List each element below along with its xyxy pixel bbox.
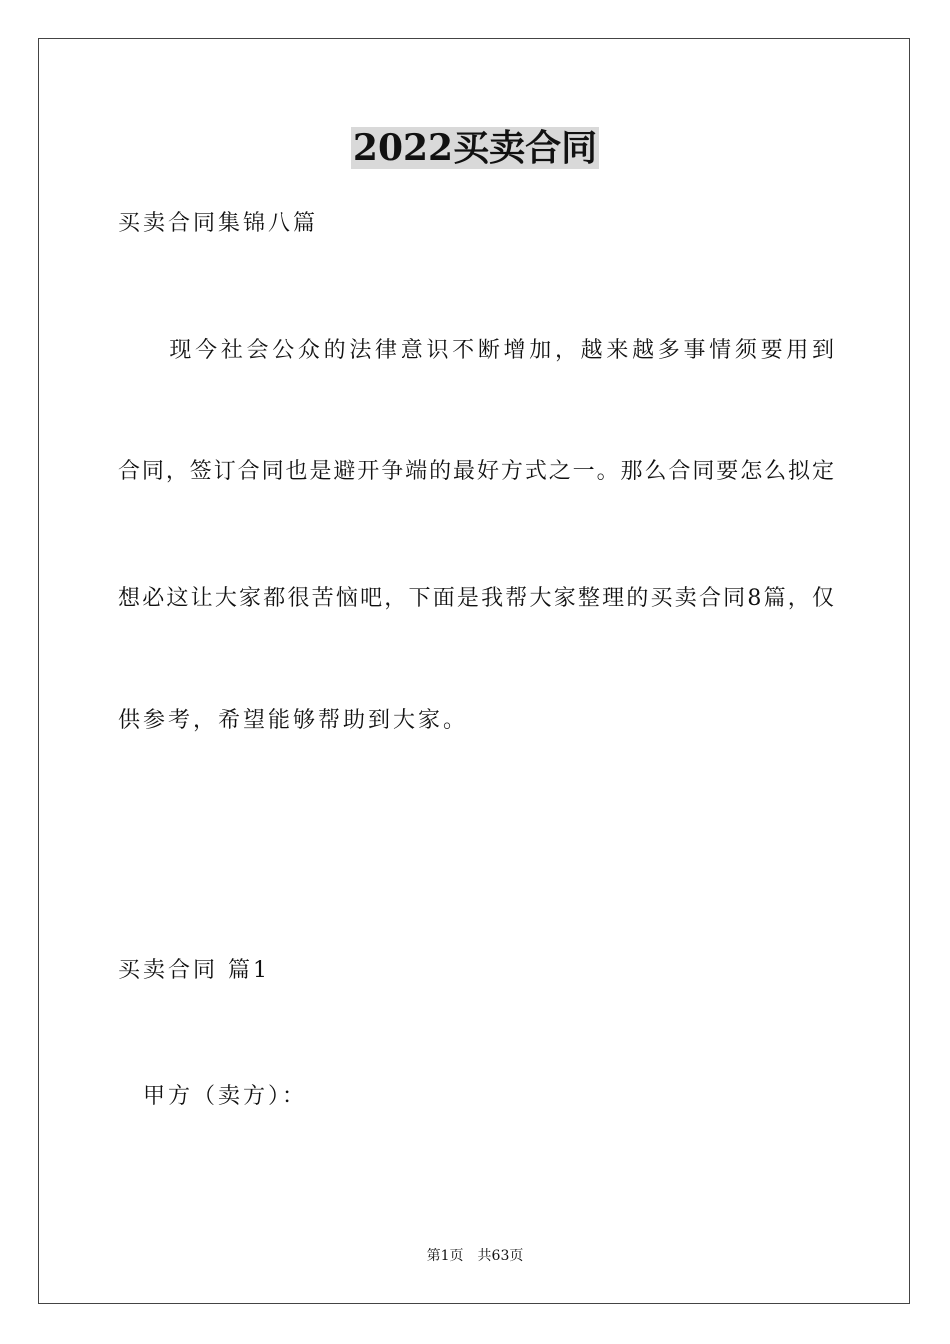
document-subtitle: 买卖合同集锦八篇: [118, 211, 319, 236]
intro-line-4: 供参考，希望能够帮助到大家。: [118, 708, 469, 733]
document-title: [0, 126, 950, 170]
intro-line-1: 现今社会公众的法律意识不断增加，越来越多事情须要用到: [118, 338, 834, 363]
intro-line-3: 想必这让大家都很苦恼吧，下面是我帮大家整理的买卖合同8篇，仅: [118, 586, 834, 611]
party-a-label: 甲方（卖方）：: [118, 1084, 308, 1109]
document-title-text: 2022买卖合同: [352, 127, 598, 169]
section-heading: 买卖合同 篇1: [118, 958, 270, 983]
intro-line-2: 合同，签订合同也是避开争端的最好方式之一。那么合同要怎么拟定: [118, 459, 834, 484]
page-footer: 第1页 共63页: [426, 1248, 524, 1264]
